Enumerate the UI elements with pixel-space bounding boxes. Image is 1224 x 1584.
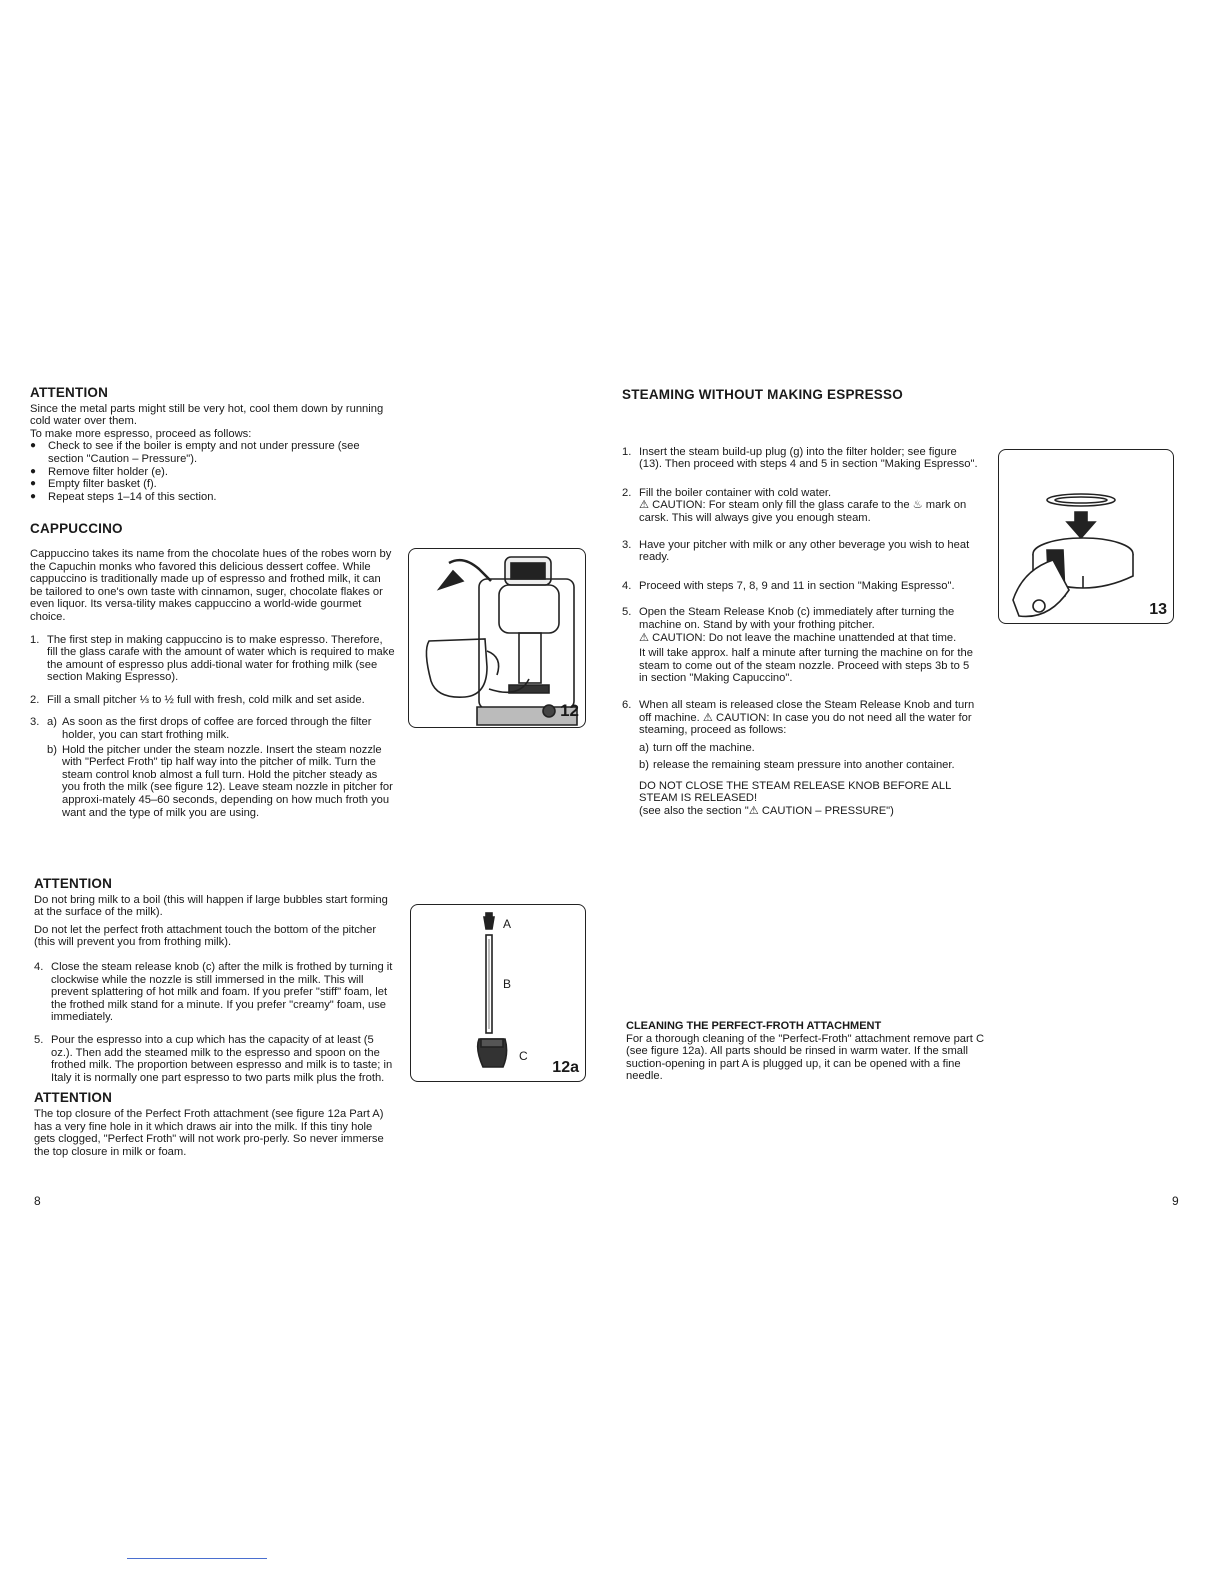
cleaning-section <box>626 1020 986 1083</box>
figure-13 <box>998 449 1174 624</box>
page-number-right: 9 <box>1172 1194 1179 1208</box>
figure-12a <box>410 904 586 1082</box>
step-6a <box>639 742 980 755</box>
step-caution: ⚠ CAUTION: Do not leave the machine unattended at that time. <box>639 631 957 644</box>
substep-text: Hold the pitcher under the steam nozzle. Insert the steam nozzle with "Perfect Froth" tip half way into the pitcher of milk. Turn the steam control knob almost a full turn. Hold the pitcher steady as you froth the milk (see figure 12). Leave steam nozzle in pitcher for approxi-mately 45–60 seconds, depending on how much froth you want and the type of milk you are using. <box>62 743 393 819</box>
step-text: Fill a small pitcher ⅓ to ½ full with fresh, cold milk and set aside. <box>47 693 365 706</box>
cappuccino-step-1 <box>30 634 395 684</box>
step-number: 5. <box>34 1033 44 1046</box>
step-number: 4. <box>34 960 44 973</box>
perfect-froth-attachment-illustration <box>411 905 585 1081</box>
list-item: ● Empty filter basket (f). <box>30 478 395 491</box>
attention-text-1: Since the metal parts might still be very hot, cool them down by running cold water over them. <box>30 402 384 428</box>
substep-text: release the remaining steam pressure into another container. <box>653 759 955 772</box>
step-number: 2. <box>622 486 632 499</box>
cappuccino-step-2 <box>30 694 395 707</box>
underline-mark <box>127 1558 267 1559</box>
step-number: 3. <box>30 716 40 729</box>
step-6b <box>639 759 980 772</box>
step-number: 3. <box>622 538 632 551</box>
cappuccino-step-5 <box>34 1034 394 1084</box>
step-number: 5. <box>622 606 632 619</box>
attention-heading-3: ATTENTION <box>34 1090 113 1106</box>
steam-plug-illustration <box>999 450 1173 623</box>
left-column-top <box>30 387 395 819</box>
part-label-c: C <box>519 1049 528 1063</box>
steam-step-2 <box>622 487 980 525</box>
substep-text: As soon as the first drops of coffee are forced through the filter holder, you can start frothing milk. <box>62 716 372 742</box>
part-label-b: B <box>503 977 512 991</box>
substep-letter: a) <box>47 716 57 729</box>
substep-text: turn off the machine. <box>653 741 755 754</box>
step-number: 2. <box>30 693 40 706</box>
step-text: Open the Steam Release Knob (c) immediately after turning the machine on. Stand by with your frothing pitcher. <box>639 606 955 631</box>
step-text: When all steam is released close the Steam Release Knob and turn off machine. ⚠ CAUTION: In case you do not need all the water for steaming, proceed as follows: <box>639 698 975 737</box>
steaming-heading: STEAMING WITHOUT MAKING ESPRESSO <box>622 387 903 402</box>
steam-step-4 <box>622 580 980 593</box>
attention-heading-2: ATTENTION <box>34 876 113 891</box>
step-text: Pour the espresso into a cup which has the capacity of at least (5 oz.). Then add the steamed milk to the espresso and spoon on the frothed milk. The proportion between espresso and milk is to taste; in Italy it is normally one part espresso to two parts milk plus the froth. <box>51 1033 393 1084</box>
espresso-machine-illustration <box>409 549 585 727</box>
step-text: Have your pitcher with milk or any other beverage you wish to heat ready. <box>639 538 970 564</box>
substep-letter: a) <box>639 741 649 754</box>
steam-step-6 <box>622 699 980 818</box>
page-number-left: 8 <box>34 1194 41 1208</box>
attention-heading-1: ATTENTION <box>30 385 109 400</box>
step-number: 1. <box>30 633 40 646</box>
figure-12-number: 12 <box>560 701 579 720</box>
left-column-bottom <box>34 878 394 1158</box>
figure-13-number: 13 <box>1149 601 1167 618</box>
steam-step-3 <box>622 539 980 564</box>
substep-letter: b) <box>639 759 649 772</box>
step-caution: ⚠ CAUTION: For steam only fill the glass carafe to the ♨ mark on carsk. This will always give you enough steam. <box>639 499 967 524</box>
cleaning-text: For a thorough cleaning of the "Perfect-Froth" attachment remove part C (see figure 12a). All parts should be rinsed in warm water. If the small suction-opening in part A is plugged up, it can be opened with a fine needle. <box>626 1032 985 1083</box>
step-text: Insert the steam build-up plug (g) into the filter holder; see figure (13). Then proceed with steps 4 and 5 in section "Making Espresso". <box>639 445 978 471</box>
steam-step-1 <box>622 446 980 471</box>
figure-12a-number: 12a <box>552 1059 579 1076</box>
step-number: 6. <box>622 698 632 711</box>
attention-2-text-1: Do not bring milk to a boil (this will happen if large bubbles start forming at the surface of the milk). <box>34 893 388 919</box>
step-text: Proceed with steps 7, 8, 9 and 11 in section "Making Espresso". <box>639 579 955 592</box>
step-text: Close the steam release knob (c) after the milk is frothed by turning it clockwise while the nozzle is still immersed in the milk. This will prevent splattering of hot milk and foam. If you prefer "stiff" foam, let the frothed milk stand for a minute. If you prefer "creamy" foam, use immediately. <box>51 960 393 1024</box>
warning-text: DO NOT CLOSE THE STEAM RELEASE KNOB BEFORE ALL STEAM IS RELEASED! <box>639 779 951 805</box>
step-note: It will take approx. half a minute after turning the machine on for the steam to come out of the steam nozzle. Proceed with steps 3b to 5 in section "Making Capuccino". <box>639 647 973 685</box>
step-number: 4. <box>622 579 632 592</box>
figure-12 <box>408 548 586 728</box>
attention-bullet-list <box>30 440 395 503</box>
step-3b <box>47 744 395 820</box>
cappuccino-heading: CAPPUCCINO <box>30 521 123 537</box>
list-item: ● Check to see if the boiler is empty and not under pressure (see section "Caution – Pressure"). <box>30 440 395 465</box>
attention-2-text-2: Do not let the perfect froth attachment touch the bottom of the pitcher (this will prevent you from frothing milk). <box>34 923 377 949</box>
right-column <box>622 389 980 818</box>
list-item: ● Repeat steps 1–14 of this section. <box>30 491 395 504</box>
cappuccino-step-3 <box>30 716 395 819</box>
step-number: 1. <box>622 445 632 458</box>
step-text: Fill the boiler container with cold water. <box>639 486 832 499</box>
substep-letter: b) <box>47 743 57 756</box>
steam-step-5 <box>622 606 980 685</box>
cappuccino-step-4 <box>34 961 394 1024</box>
list-item: ● Remove filter holder (e). <box>30 466 395 479</box>
cappuccino-intro: Cappuccino takes its name from the chocolate hues of the robes worn by the Capuchin monks who favored this delicious dessert coffee. While cappuccino is traditionally made up of espresso and frothed milk, it can be tailored to one's own taste with cinnamon, suger, chocolate flakes or even liquor. Its versa-tility makes cappuccino a world-wide gourmet choice. <box>30 547 392 623</box>
cleaning-heading: CLEANING THE PERFECT-FROTH ATTACHMENT <box>626 1020 882 1032</box>
attention-3-text: The top closure of the Perfect Froth attachment (see figure 12a Part A) has a very fine hole in it which draws air into the milk. If this tiny hole gets clogged, "Perfect Froth" will not work pro-perly. So never immerse the top closure in milk or foam. <box>34 1107 384 1158</box>
attention-text-2: To make more espresso, proceed as follows: <box>30 427 252 440</box>
part-label-a: A <box>503 917 512 931</box>
warning-reference: (see also the section "⚠ CAUTION – PRESSURE") <box>639 805 894 818</box>
step-3a <box>47 716 395 741</box>
step-text: The first step in making cappuccino is to make espresso. Therefore, fill the glass carafe with the amount of water which is required to make the amount of espresso plus addi-tional water for frothing milk (see section Making Espresso). <box>47 633 395 684</box>
